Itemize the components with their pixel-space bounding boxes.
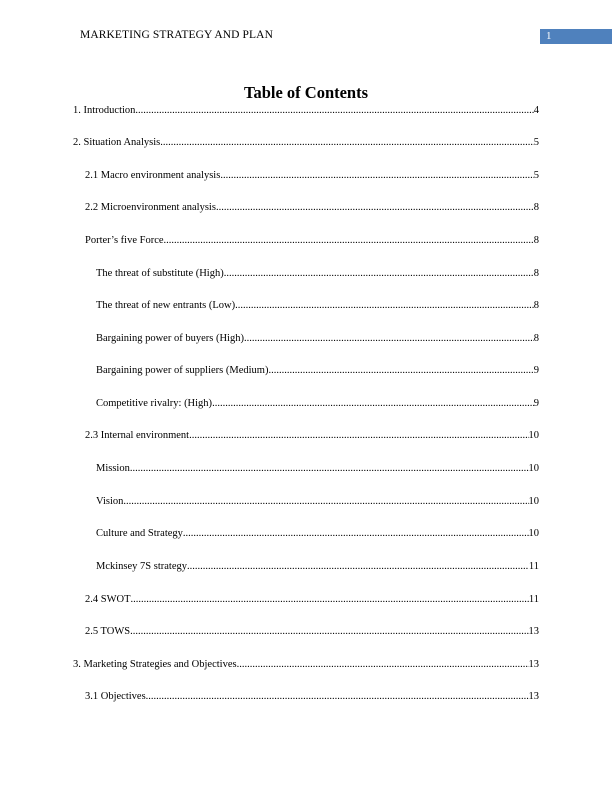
toc-entry-label: Culture and Strategy [96, 528, 183, 539]
toc-entry-page: 8 [533, 300, 539, 311]
toc-entry-label: Competitive rivalry: (High) [96, 398, 213, 409]
toc-entry-label: The threat of substitute (High) [96, 268, 224, 279]
toc-entry-page: 13 [528, 691, 539, 702]
dot-leader [160, 136, 534, 150]
toc-entry-label: 2.3 Internal environment [85, 430, 190, 441]
toc-entry-label: 2. Situation Analysis [73, 137, 161, 148]
toc-entry-competitive-rivalry[interactable] [96, 397, 539, 411]
toc-entry-threat-of-substitute[interactable] [96, 267, 539, 281]
dot-leader [130, 625, 528, 639]
toc-entry-suppliers-power[interactable] [96, 364, 539, 378]
toc-entry-label: 2.1 Macro environment analysis [85, 170, 221, 181]
dot-leader [244, 332, 534, 346]
dot-leader [130, 462, 529, 476]
dot-leader [131, 593, 529, 607]
toc-entry-macro-environment[interactable] [85, 169, 539, 183]
toc-entry-page: 5 [533, 137, 539, 148]
toc-entry-page: 11 [528, 561, 539, 572]
toc-heading: Table of Contents [243, 83, 369, 102]
toc-entry-page: 8 [533, 235, 539, 246]
dot-leader [224, 267, 534, 281]
dot-leader [268, 364, 533, 378]
toc-entry-page: 8 [533, 268, 539, 279]
toc-entry-porters-five-force[interactable] [85, 234, 539, 248]
toc-entry-page: 13 [528, 659, 539, 670]
toc-entry-label: Vision [96, 496, 124, 507]
toc-entry-label: Mckinsey 7S strategy [96, 561, 187, 572]
toc-entry-tows[interactable] [85, 625, 539, 639]
dot-leader [237, 658, 529, 672]
toc-entry-label: Porter’s five Force [85, 235, 164, 246]
toc-entry-vision[interactable] [96, 495, 539, 509]
toc-entry-page: 10 [528, 496, 539, 507]
toc-entry-page: 11 [528, 594, 539, 605]
toc-entry-objectives[interactable] [85, 690, 539, 704]
toc-entry-buyers-power[interactable] [96, 332, 539, 346]
dot-leader [183, 527, 529, 541]
toc-entry-marketing-strategies[interactable] [73, 658, 539, 672]
dot-leader [146, 690, 529, 704]
toc-entry-page: 5 [533, 170, 539, 181]
toc-entry-label: 2.2 Microenvironment analysis [85, 202, 216, 213]
toc-entry-label: Mission [96, 463, 130, 474]
toc-entry-microenvironment[interactable] [85, 201, 539, 215]
toc-entry-label: 1. Introduction [73, 105, 136, 116]
dot-leader [187, 560, 529, 574]
toc-entry-swot[interactable] [85, 593, 539, 607]
running-header-title: MARKETING STRATEGY AND PLAN [80, 29, 273, 41]
toc-entry-label: Bargaining power of suppliers (Medium) [96, 365, 269, 376]
dot-leader [123, 495, 528, 509]
toc-entry-page: 4 [533, 105, 539, 116]
toc-entry-label: The threat of new entrants (Low) [96, 300, 236, 311]
dot-leader [216, 201, 534, 215]
toc-entry-internal-environment[interactable] [85, 429, 539, 443]
page-number-badge: 1 [540, 29, 612, 44]
dot-leader [235, 299, 534, 313]
toc-entry-mission[interactable] [96, 462, 539, 476]
dot-leader [212, 397, 534, 411]
toc-entry-page: 9 [533, 398, 539, 409]
toc-entry-label: 2.4 SWOT [85, 594, 131, 605]
toc-entry-introduction[interactable] [73, 104, 539, 118]
toc-entry-label: 3. Marketing Strategies and Objectives [73, 659, 237, 670]
toc-entry-page: 13 [528, 626, 539, 637]
toc-entry-label: 2.5 TOWS [85, 626, 131, 637]
toc-entry-page: 8 [533, 333, 539, 344]
toc-entry-page: 8 [533, 202, 539, 213]
toc-entry-page: 10 [528, 528, 539, 539]
toc-entry-label: 3.1 Objectives [85, 691, 146, 702]
toc-entry-situation-analysis[interactable] [73, 136, 539, 150]
toc-entry-page: 9 [533, 365, 539, 376]
dot-leader [220, 169, 533, 183]
toc-entry-culture-and-strategy[interactable] [96, 527, 539, 541]
toc-entry-page: 10 [528, 463, 539, 474]
dot-leader [164, 234, 534, 248]
dot-leader [135, 104, 533, 118]
toc-entry-label: Bargaining power of buyers (High) [96, 333, 244, 344]
toc-entry-page: 10 [528, 430, 539, 441]
toc-entry-mckinsey-7s[interactable] [96, 560, 539, 574]
toc-entry-threat-of-new-entrants[interactable] [96, 299, 539, 313]
dot-leader [189, 429, 528, 443]
